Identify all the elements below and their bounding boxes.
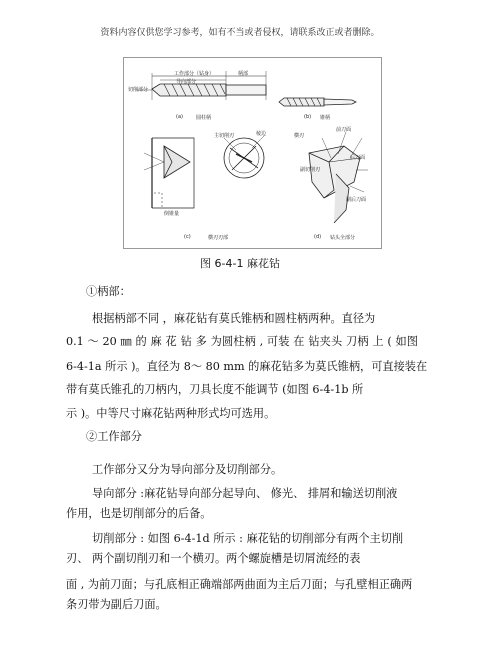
paragraph-line: 根据柄部不同 ，麻花钻有莫氏锥柄和圆柱柄两种。直径为	[92, 312, 376, 325]
label-a-text: 圆柱柄	[196, 115, 212, 121]
paragraph-line: 面 , 为前刀面；与孔底相正确端部两曲面为主后刀面；与孔壁相正确两	[66, 578, 413, 591]
label-working-part: 工作部分（钻身）	[174, 71, 215, 77]
drill-figure	[123, 57, 382, 249]
label-margin: 副切削刃	[300, 167, 321, 173]
label-a: (a)	[176, 114, 183, 120]
label-secondary-flank: 副后刀面	[346, 197, 367, 203]
figure-caption: 图 6-4-1 麻花钻	[200, 257, 280, 270]
label-guide-part: 导向部分	[176, 79, 197, 85]
paragraph-line: 作用，也是切削部分的后备。	[66, 507, 212, 520]
label-main-blade: 主切削刃	[214, 133, 235, 139]
paragraph-line: 带有莫氏锥孔的刀柄内，刀具长度不能调节 (如图 6-4-1b 所	[66, 383, 364, 396]
paragraph-line: 条刃带为副后刀面。	[66, 598, 167, 611]
copyright-notice: 资料内容仅供您学习参考，如有不当或者侵权，请联系改正或者删除。	[100, 28, 380, 38]
section-title-shank: ①柄部：	[86, 285, 131, 298]
label-cutting-part: 切削部分	[128, 87, 149, 93]
label-b-text: 锥柄	[320, 115, 331, 121]
paragraph-line: 切削部分 : 如图 6-4-1d 所示 : 麻花钻的切削部分有两个主切削	[92, 532, 404, 545]
paragraph-line: 示 )。中等尺寸麻花钻两种形式均可选用。	[66, 407, 276, 420]
label-d: (d)	[314, 234, 322, 240]
drill-point-view	[309, 132, 368, 223]
label-chisel: 横刃	[294, 133, 305, 139]
label-d-text: 钻头全部分	[330, 235, 356, 241]
label-back-taper: 倒锥量	[164, 211, 180, 217]
label-rake-face: 前刀面	[336, 127, 352, 133]
paragraph-line: 0.1 ～ 20 ㎜ 的 麻 花 钻 多 为圆柱柄 , 可装 在 钻夹头 刀柄 上 ( 如图	[66, 335, 418, 348]
chisel-edge-view	[224, 136, 264, 178]
cutting-geometry	[144, 138, 194, 208]
paragraph-line: 工作部分又分为导向部分及切削部分。	[92, 463, 283, 476]
paragraph-line: 导向部分 :麻花钻导向部分起导向、 修光、 排屑和输送切削液	[92, 487, 398, 500]
label-c: (c)	[184, 234, 191, 240]
paragraph-line: 刃、 两个副切削刃和一个横刃。两个螺旋槽是切屑流经的表	[66, 552, 361, 565]
taper-shank-drill	[279, 98, 356, 106]
label-flank-face: 后刀面	[350, 155, 366, 161]
drill-illustration	[124, 58, 381, 248]
label-c-text: 横刃刃部	[208, 235, 229, 241]
label-land: 棱边	[256, 131, 267, 137]
section-title-working: ②工作部分	[86, 430, 142, 443]
label-b: (b)	[304, 114, 312, 120]
paragraph-line: 6-4-1a 所示 )。直径为 8～ 80 mm 的麻花钻多为莫氏锥柄，可直接装在	[66, 360, 428, 373]
label-shank: 柄部	[238, 71, 249, 77]
